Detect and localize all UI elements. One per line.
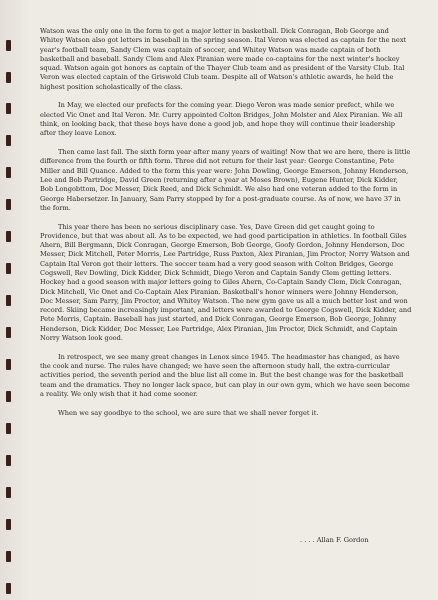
paragraph-athletics: This year there has been no serious disciplinary case. Yes, Dave Green did get caught going to Providence, but that was about all. As to be expected, we had good participation in athletics. In football Giles Ahern, Bill Bergmann, Dick Conragan, George Emerson, Bob George, Goofy Gordon, Johnny Henderson, Doc Messer, Dick Mitchell, Peter Morris, Lee Partridge, Russ Paxton, Alex Piranian, Jim Proctor, Norry Watson and Captain Ital Veron got their letters. The soccer team had a very good season with Colton Bridges, George Cogswell, Rev Dowling, Dick Kidder, Dick Schmidt, Diego Veron and Captain Sandy Clem getting letters. Hockey had a good season with major letters going to Giles Ahern, Co-Captain Sandy Clem, Dick Conragan, Dick Mitchell, Vic Onet and Co-Captain Alex Piranian. Basketball's honor winners were Johnny Henderson, Doc Messer, Sam Parry, Jim Proctor, and Whitey Watson. The new gym gave us all a much better lost and won record. Skiing became increasingly important, and letters were awarded to George Cogswell, Dick Kidder, and Pete Morris, Captain. Baseball has just started, and Dick Conragan, George Emerson, Bob George, Johnny Henderson, Dick Kidder, Doc Messer, Lee Partridge, Alex Piranian, Jim Proctor, Dick Schmidt, and Captain Norry Watson look good.: [40, 222, 412, 343]
binding-hole: [6, 583, 11, 594]
binding-hole: [6, 72, 11, 83]
binding-hole: [6, 359, 11, 370]
binding-hole: [6, 455, 11, 466]
binding-hole: [6, 519, 11, 530]
binding-hole: [6, 391, 11, 402]
binding-hole: [6, 263, 11, 274]
binding-hole: [6, 40, 11, 51]
author-signature: . . . . Allan F. Gordon: [300, 536, 369, 544]
paragraph-goodbye: When we say goodbye to the school, we are sure that we shall never forget it.: [58, 408, 319, 417]
binding-hole: [6, 327, 11, 338]
document-body: [40, 27, 412, 427]
binding-hole: [6, 103, 11, 114]
paragraph-prefects: In May, we elected our prefects for the coming year. Diego Veron was made senior prefect, while we elected Vic Onet and Ital Veron. Mr. Curry appointed Colton Bridges, John Molster and Alex Piranian. We all think, on looking back, that these boys have done a good job, and hope they will continue their leadership after they leave Lenox.: [40, 101, 403, 138]
binding-hole: [6, 167, 11, 178]
paragraph-athletics-intro: Watson was the only one in the form to get a major letter in basketball. Dick Conragan, Bob George and Whitey Watson also got letters in baseball in the spring season. Ital Veron was elected as captain for the next year's football team, Sandy Clem was captain of soccer, and Whitey Watson was made captain of both basketball and baseball. Sandy Clem and Alex Piranian were made co-captains for the next winter's hockey squad. Watson again got honors as captain of the Thayer Club team and as president of the Varsity Club. Ital Veron was elected captain of the Griswold Club team. Despite all of Watson's athletic awards, he held the highest position scholastically of the class.: [40, 27, 407, 91]
binding-hole: [6, 231, 11, 242]
binding-hole: [6, 487, 11, 498]
binding-hole: [6, 199, 11, 210]
paragraph-sixth-form: Then came last fall. The sixth form year after many years of waiting! Now that we are here, there is little difference from the fourth or fifth form. Three did not return for their last year: George Constantine, Pete Miller and Bill Quance. Added to the form this year were: John Dowling, George Emerson, Johnny Henderson, Lee and Bob Partridge, David Green (returning after a year at Moses Brown), Eugene Hunter, Dick Kidder, Bob Longobttom, Doc Messer, Dick Reed, and Dick Schmidt. We also had one veteran added to the form in George Habersetzer. In January, Sam Parry stopped by for a post-graduate course. As of now, we have 37 in the form.: [40, 148, 411, 212]
binding-hole: [6, 135, 11, 146]
binding-hole: [6, 423, 11, 434]
binding-hole: [6, 295, 11, 306]
binding-hole: [6, 551, 11, 562]
binding-holes: [6, 0, 14, 600]
paragraph-retrospect: In retrospect, we see many great changes in Lenox since 1945. The headmaster has changed, as have the cook and nurse. The rules have changed; we have seen the afternoon study hall, the extra-curricular activities period, the seventh period and the blue list all come in. But the best change was for the basketball team and the dramatics. They no longer lack space, but can play in our own gym, which we have seen become a reality. We only wish that it had come sooner.: [40, 352, 410, 398]
